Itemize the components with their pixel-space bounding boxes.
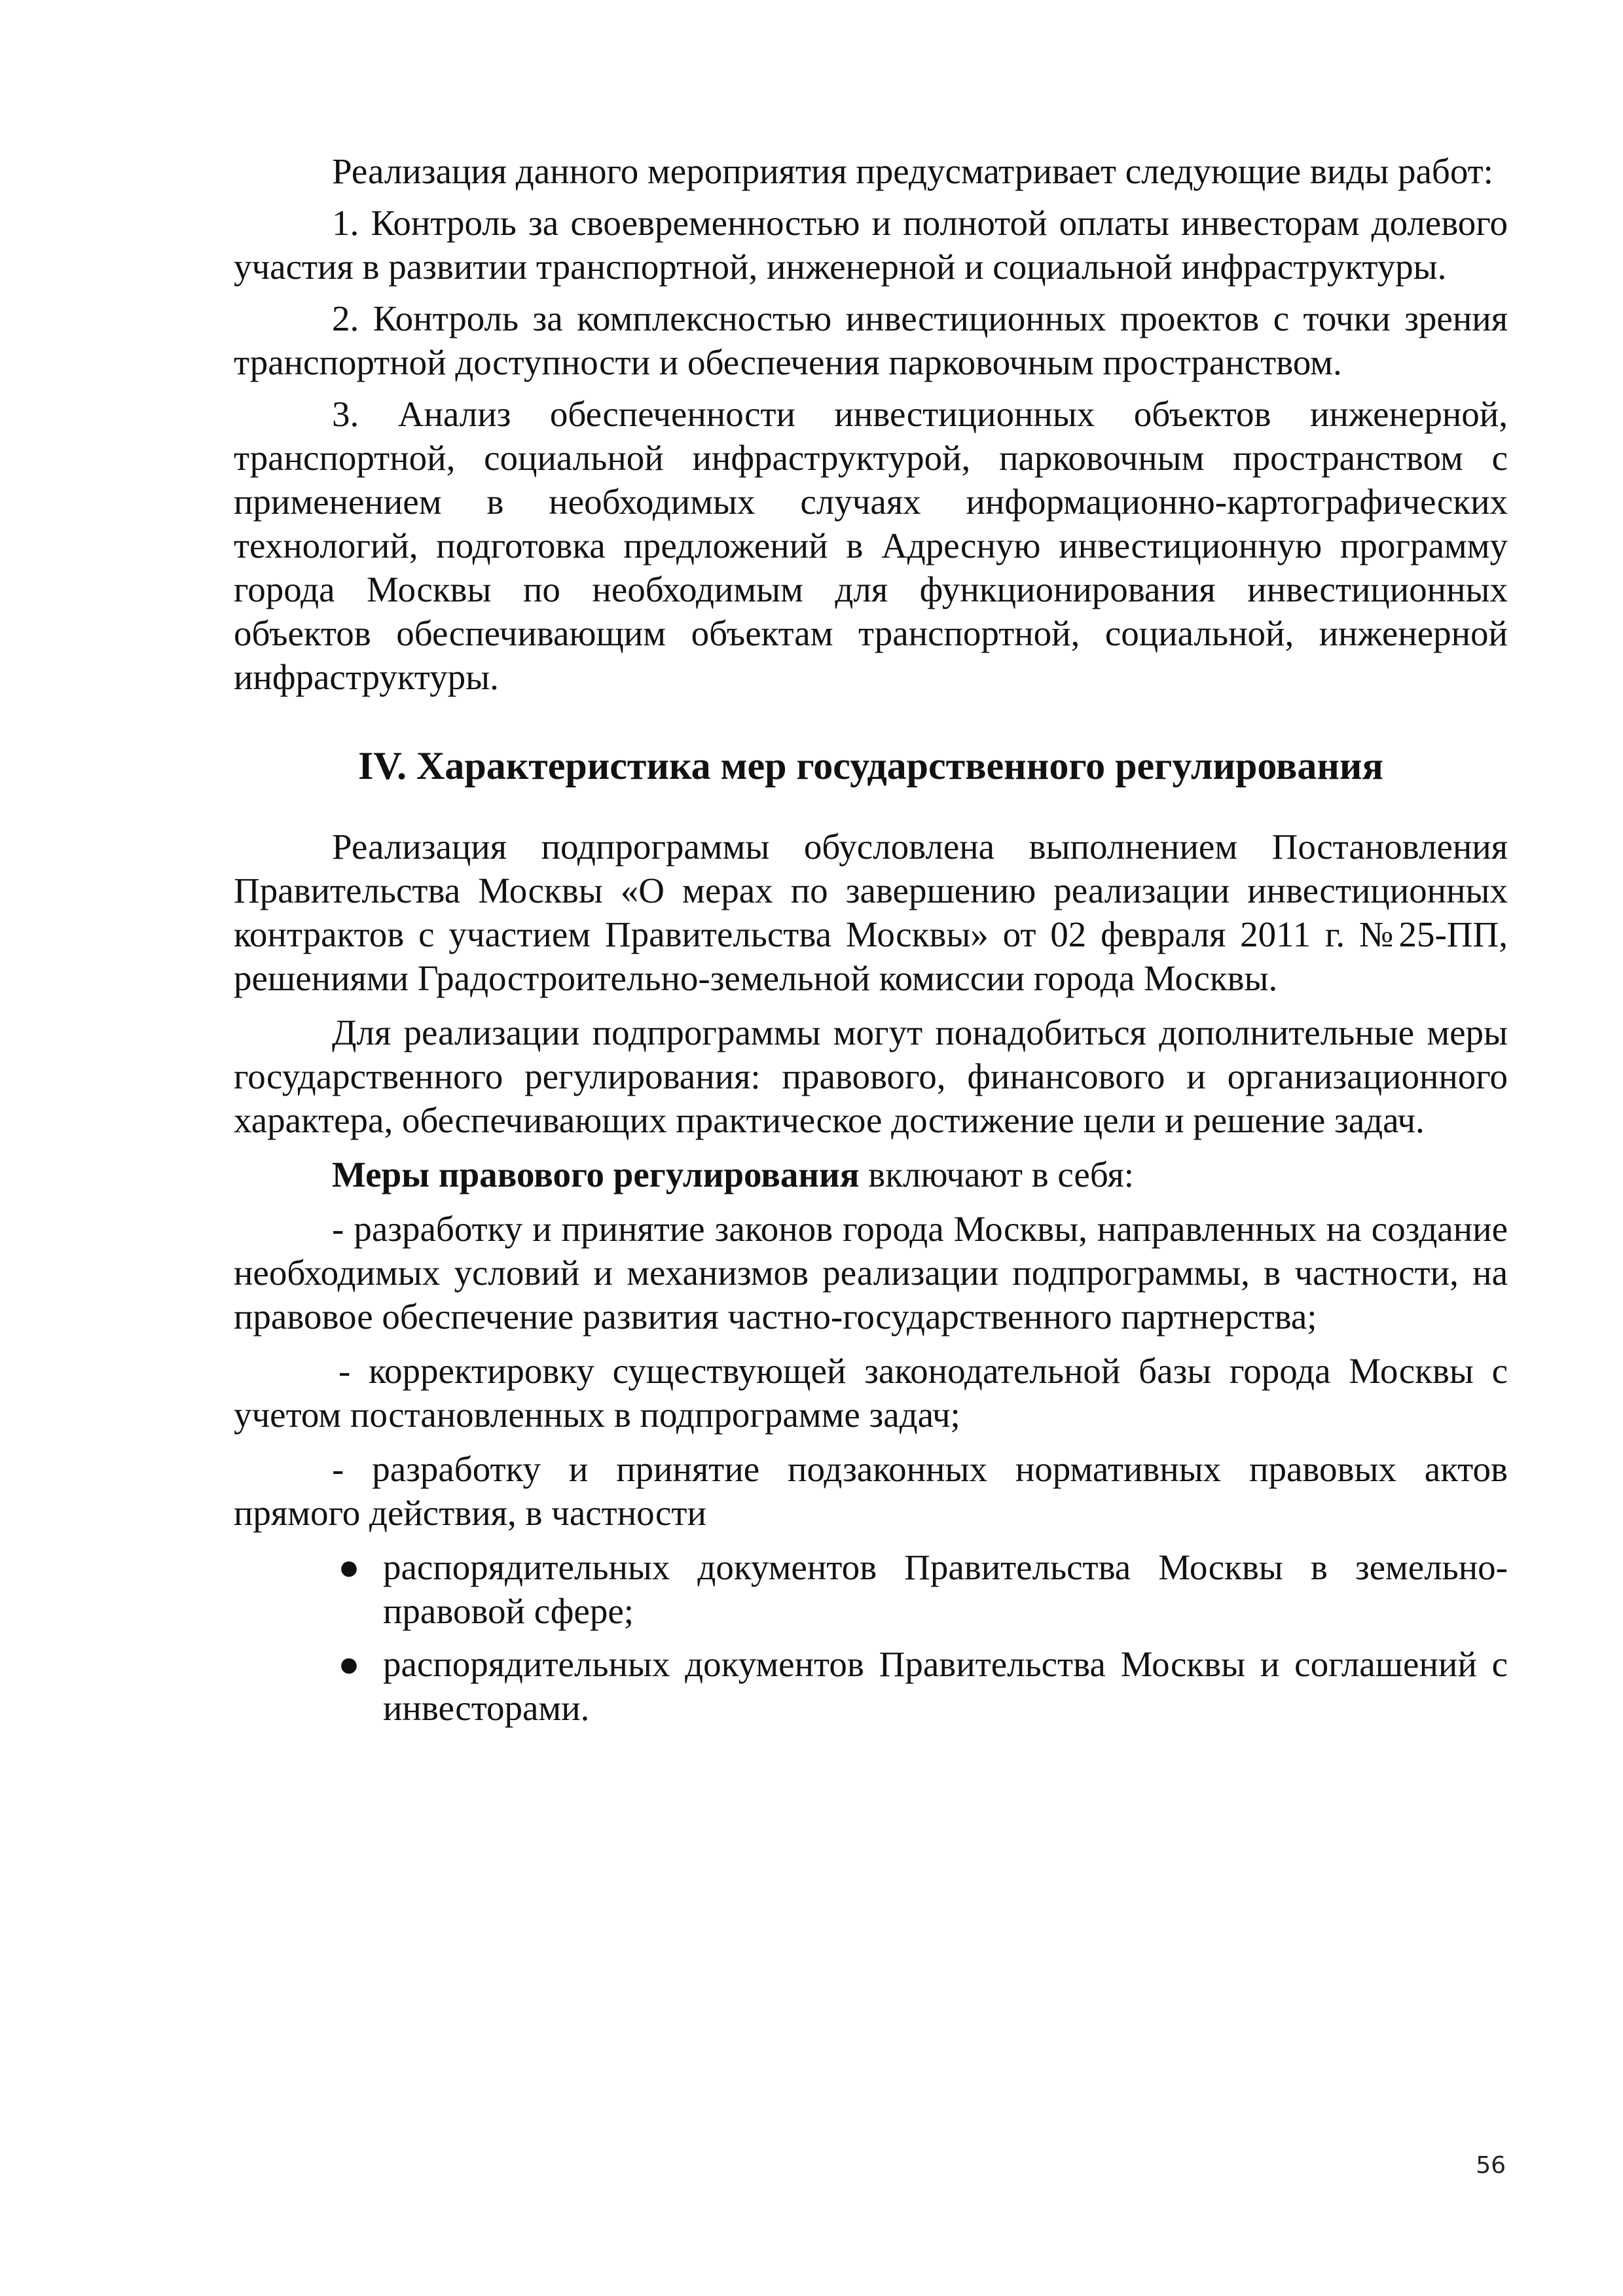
legal-measures-rest: включают в себя: <box>859 1155 1135 1194</box>
bullet-icon: ● <box>338 1547 360 1587</box>
bullet-list <box>234 1545 1508 1730</box>
section-heading: IV. Характеристика мер государственного регулирования <box>358 744 1383 787</box>
dash-item-1: - разработку и принятие законов города Москвы, направленных на создание необходимых условий и механизмов реализации подпрограммы, в частности, на правовое обеспечение развития частно-государственного партнерства; <box>234 1209 1508 1336</box>
bullet-list-item <box>338 1545 1508 1633</box>
dash-item-3: - разработку и принятие подзаконных нормативных правовых актов прямого действия, в частности <box>234 1449 1508 1533</box>
legal-measures-paragraph <box>234 1153 1508 1196</box>
numbered-item-2: 2. Контроль за комплексностью инвестиционных проектов с точки зрения транспортной доступности и обеспечения парковочным пространством. <box>234 298 1508 382</box>
section-paragraph-2: Для реализации подпрограммы могут понадобиться дополнительные меры государственного регулирования: правового, финансового и организационного характера, обеспечивающих практическое достижение цели и решение задач. <box>234 1013 1508 1140</box>
bullet-icon: ● <box>338 1644 360 1684</box>
intro-paragraph: Реализация данного мероприятия предусматривает следующие виды работ: <box>332 151 1493 191</box>
document-body <box>234 149 1508 1730</box>
numbered-item-1: 1. Контроль за своевременностью и полнотой оплаты инвесторам долевого участия в развитии транспортной, инженерной и социальной инфраструктуры. <box>234 203 1508 287</box>
page-number: 56 <box>1476 2152 1506 2179</box>
section-paragraph-1: Реализация подпрограммы обусловлена выполнением Постановления Правительства Москвы «О мерах по завершению реализации инвестиционных контрактов с участием Правительства Москвы» от 02 февраля 2011 г. №25-ПП, решениями Градостроительно-земельной комиссии города Москвы. <box>234 827 1508 998</box>
bullet-text: распорядительных документов Правительства Москвы и соглашений с инвесторами. <box>383 1644 1508 1728</box>
dash-item-2: - корректировку существующей законодательной базы города Москвы с учетом постановленных в подпрограмме задач; <box>234 1351 1508 1435</box>
bullet-text: распорядительных документов Правительства Москвы в земельно-правовой сфере; <box>383 1547 1508 1631</box>
numbered-item-3: 3. Анализ обеспеченности инвестиционных объектов инженерной, транспортной, социальной инфраструктурой, парковочным пространством с применением в необходимых случаях информационно-картографических технологий, подготовка предложений в Адресную инвестиционную программу города Москвы по необходимым для функционирования инвестиционных объектов обеспечивающим объектам транспортной, социальной, инженерной инфраструктуры. <box>234 394 1508 697</box>
bullet-list-item <box>338 1642 1508 1730</box>
legal-measures-bold-lead: Меры правового регулирования <box>332 1155 860 1194</box>
